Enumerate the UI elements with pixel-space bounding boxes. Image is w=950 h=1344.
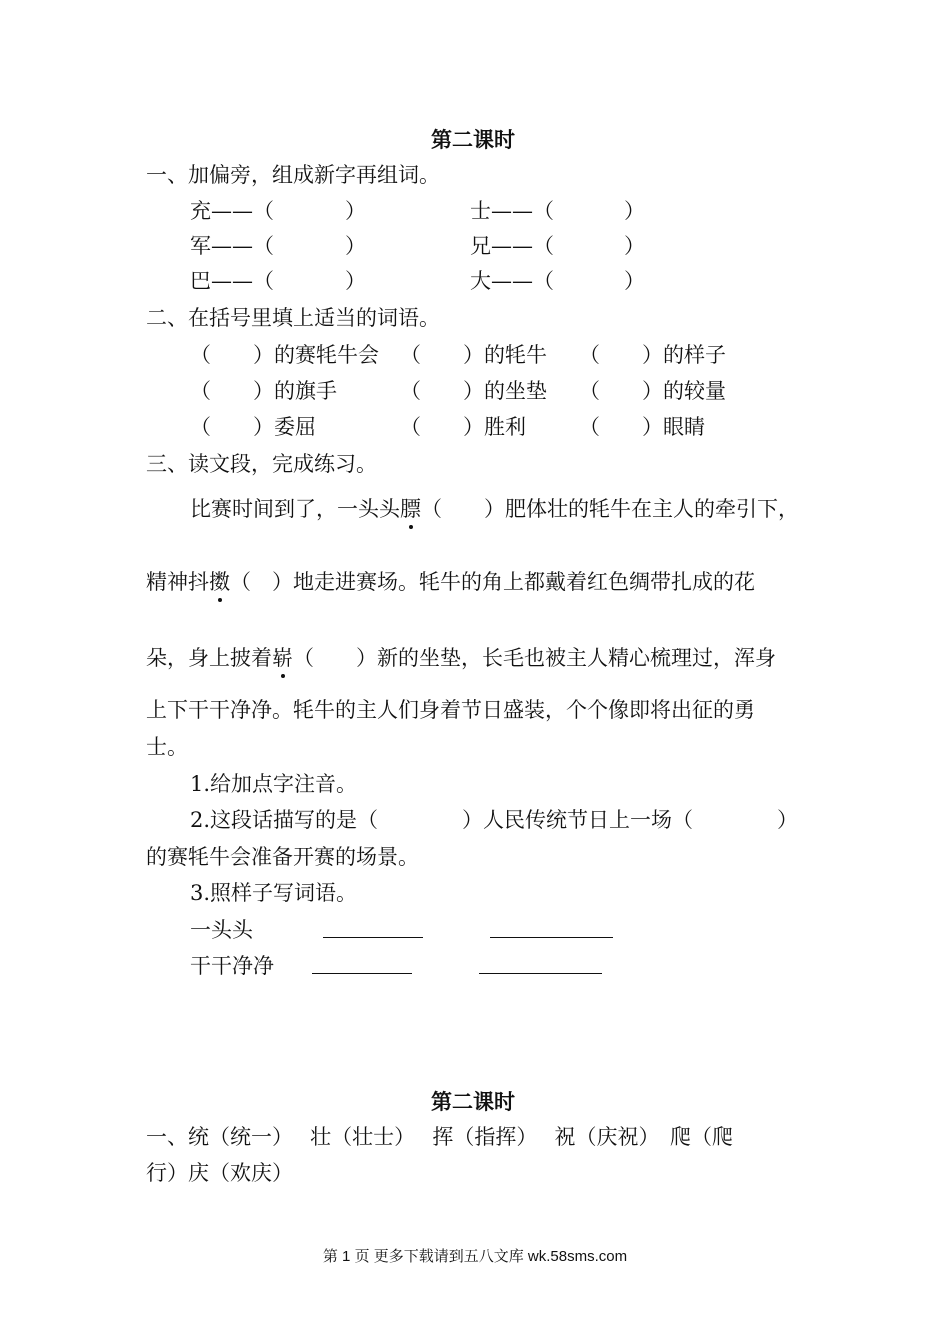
sub-question-3: 3.照样子写词语。 — [190, 881, 358, 905]
question-1-heading: 一、加偏旁，组成新字再组词。 — [146, 163, 440, 187]
passage-line-2: 精神抖擞（ ）地走进赛场。牦牛的角上都戴着红色绸带扎成的花 — [146, 570, 755, 594]
q1-row1-right-close: ） — [624, 199, 645, 223]
answer-line-2: 行）庆（欢庆） — [146, 1161, 293, 1185]
q1-row2-right: 兄——（ — [470, 234, 554, 258]
q1-row1-right: 士——（ — [470, 199, 554, 223]
answer-blank — [323, 937, 423, 938]
q2-item: （ ）的坐垫 — [400, 379, 547, 403]
passage-line-5: 士。 — [146, 735, 188, 759]
answer-blank — [479, 973, 602, 974]
q1-row3-right-close: ） — [624, 269, 645, 293]
sub-question-2: 2.这段话描写的是（ ）人民传统节日上一场（ ） — [190, 808, 799, 832]
dotted-character: 擞 — [209, 570, 230, 594]
sub-question-1: 1.给加点字注音。 — [190, 772, 358, 796]
question-2-heading: 二、在括号里填上适当的词语。 — [146, 306, 440, 330]
q2-item: （ ）胜利 — [400, 415, 526, 439]
q2-item: （ ）委屈 — [190, 415, 316, 439]
answer-blank — [490, 937, 613, 938]
q2-item: （ ）的旗手 — [190, 379, 337, 403]
q1-row3-right: 大——（ — [470, 269, 554, 293]
pattern-word-2: 干干净净 — [190, 954, 274, 978]
page-footer: 第 1 页 更多下载请到五八文库 wk.58sms.com — [322, 1248, 628, 1265]
answers-title: 第二课时 — [431, 1089, 515, 1114]
q1-row2-left: 军——（ — [190, 234, 274, 258]
q2-item: （ ）的较量 — [579, 379, 726, 403]
q2-item: （ ）的样子 — [579, 343, 726, 367]
dotted-character: 崭 — [272, 646, 293, 670]
question-3-heading: 三、读文段，完成练习。 — [146, 452, 377, 476]
dotted-character: 膘 — [400, 497, 421, 521]
q1-row2-left-close: ） — [345, 234, 366, 258]
answer-line-1: 一、统（统一） 壮（壮士） 挥（指挥） 祝（庆祝） 爬（爬 — [146, 1125, 734, 1149]
q2-item: （ ）眼睛 — [579, 415, 705, 439]
page-title: 第二课时 — [431, 127, 515, 152]
passage-line-3: 朵，身上披着崭（ ）新的坐垫，长毛也被主人精心梳理过，浑身 — [146, 646, 776, 670]
passage-line-1: 比赛时间到了，一头头膘（ ）肥体壮的牦牛在主人的牵引下， — [190, 497, 799, 521]
passage-line-4: 上下干干净净。牦牛的主人们身着节日盛装，个个像即将出征的勇 — [146, 698, 755, 722]
q2-item: （ ）的牦牛 — [400, 343, 547, 367]
answer-blank — [312, 973, 412, 974]
q1-row2-right-close: ） — [624, 234, 645, 258]
sub-question-2-continued: 的赛牦牛会准备开赛的场景。 — [146, 845, 419, 869]
pattern-word-1: 一头头 — [190, 918, 253, 942]
q2-item: （ ）的赛牦牛会 — [190, 343, 379, 367]
q1-row3-left-close: ） — [345, 269, 366, 293]
q1-row3-left: 巴——（ — [190, 269, 274, 293]
q1-row1-left: 充——（ — [190, 199, 274, 223]
q1-row1-left-close: ） — [345, 199, 366, 223]
